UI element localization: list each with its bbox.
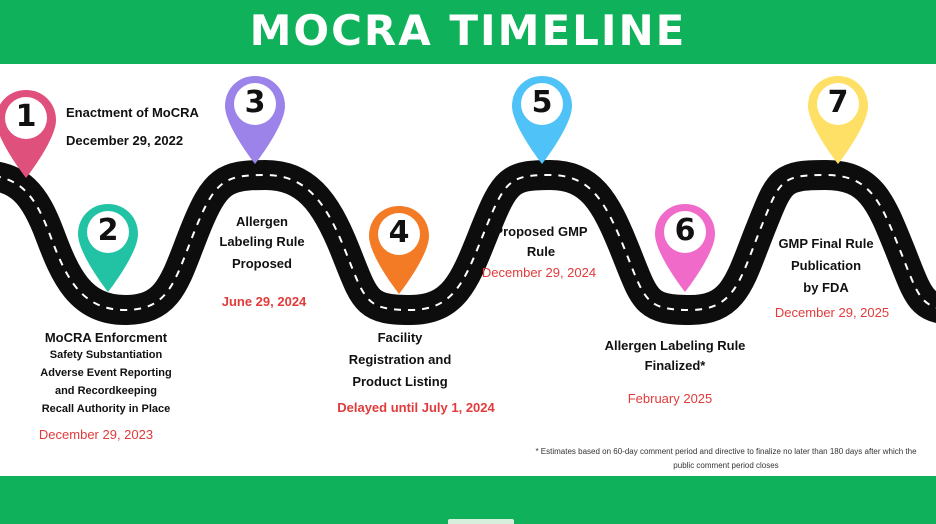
milestone-2-item: Safety Substantiation (49, 349, 163, 361)
milestone-2-item: and Recordkeeping (54, 385, 158, 397)
milestone-4-title-line: Product Listing (352, 374, 448, 389)
milestone-6-title-line: Allergen Labeling Rule (604, 338, 746, 353)
milestone-3-title-line: Allergen (235, 214, 288, 229)
milestone-6-title-line: Finalized* (644, 358, 706, 373)
milestone-3-title-line: Proposed (232, 256, 292, 271)
milestone-4-number: 4 (388, 215, 410, 250)
footnote-line: * Estimates based on 60-day comment period and directive to finalize no later than 180 days after which the (535, 447, 917, 456)
milestone-3-number: 3 (244, 85, 266, 120)
milestone-5-title-line: Rule (526, 244, 556, 259)
milestone-1-title: Enactment of MoCRA (66, 105, 199, 120)
footnote-line: public comment period closes (673, 461, 779, 470)
milestone-3-title-line: Labeling Rule (219, 234, 305, 249)
milestone-7-date: December 29, 2025 (774, 305, 890, 320)
milestone-2-title: MoCRA Enforcment (44, 330, 168, 345)
milestone-5-date: December 29, 2024 (481, 265, 597, 280)
milestone-1-date: December 29, 2022 (66, 133, 184, 148)
milestone-2-date: December 29, 2023 (38, 427, 154, 442)
milestone-5-number: 5 (531, 85, 553, 120)
milestone-1-pin (0, 88, 58, 180)
footnote (520, 445, 932, 473)
milestone-4-pin (367, 204, 431, 296)
milestone-7-title-line: Publication (790, 258, 862, 273)
milestone-6-date: February 2025 (627, 391, 713, 406)
milestone-2-number: 2 (97, 213, 119, 248)
milestone-3-date: June 29, 2024 (221, 294, 307, 309)
milestone-5-title-line: Proposed GMP (494, 224, 588, 239)
milestone-7-title-line: GMP Final Rule (778, 236, 874, 251)
milestone-4-title-line: Facility (377, 330, 423, 345)
milestone-2-pin (76, 202, 140, 294)
milestone-4-date: Delayed until July 1, 2024 (337, 400, 495, 415)
milestone-1-number: 1 (15, 99, 37, 134)
milestone-2-item: Recall Authority in Place (41, 403, 171, 415)
bottom-banner (0, 476, 936, 524)
milestone-7-pin (806, 74, 870, 166)
bottom-tab (448, 519, 514, 524)
milestone-3-pin (223, 74, 287, 166)
milestone-6-pin (653, 202, 717, 294)
milestone-7-number: 7 (827, 85, 849, 120)
milestone-2-item: Adverse Event Reporting (40, 367, 172, 379)
page-title: MOCRA TIMELINE (249, 6, 687, 55)
milestone-7-title-line: by FDA (803, 280, 849, 295)
milestone-6-number: 6 (674, 213, 696, 248)
milestone-5-pin (510, 74, 574, 166)
milestone-4-title-line: Registration and (348, 352, 452, 367)
